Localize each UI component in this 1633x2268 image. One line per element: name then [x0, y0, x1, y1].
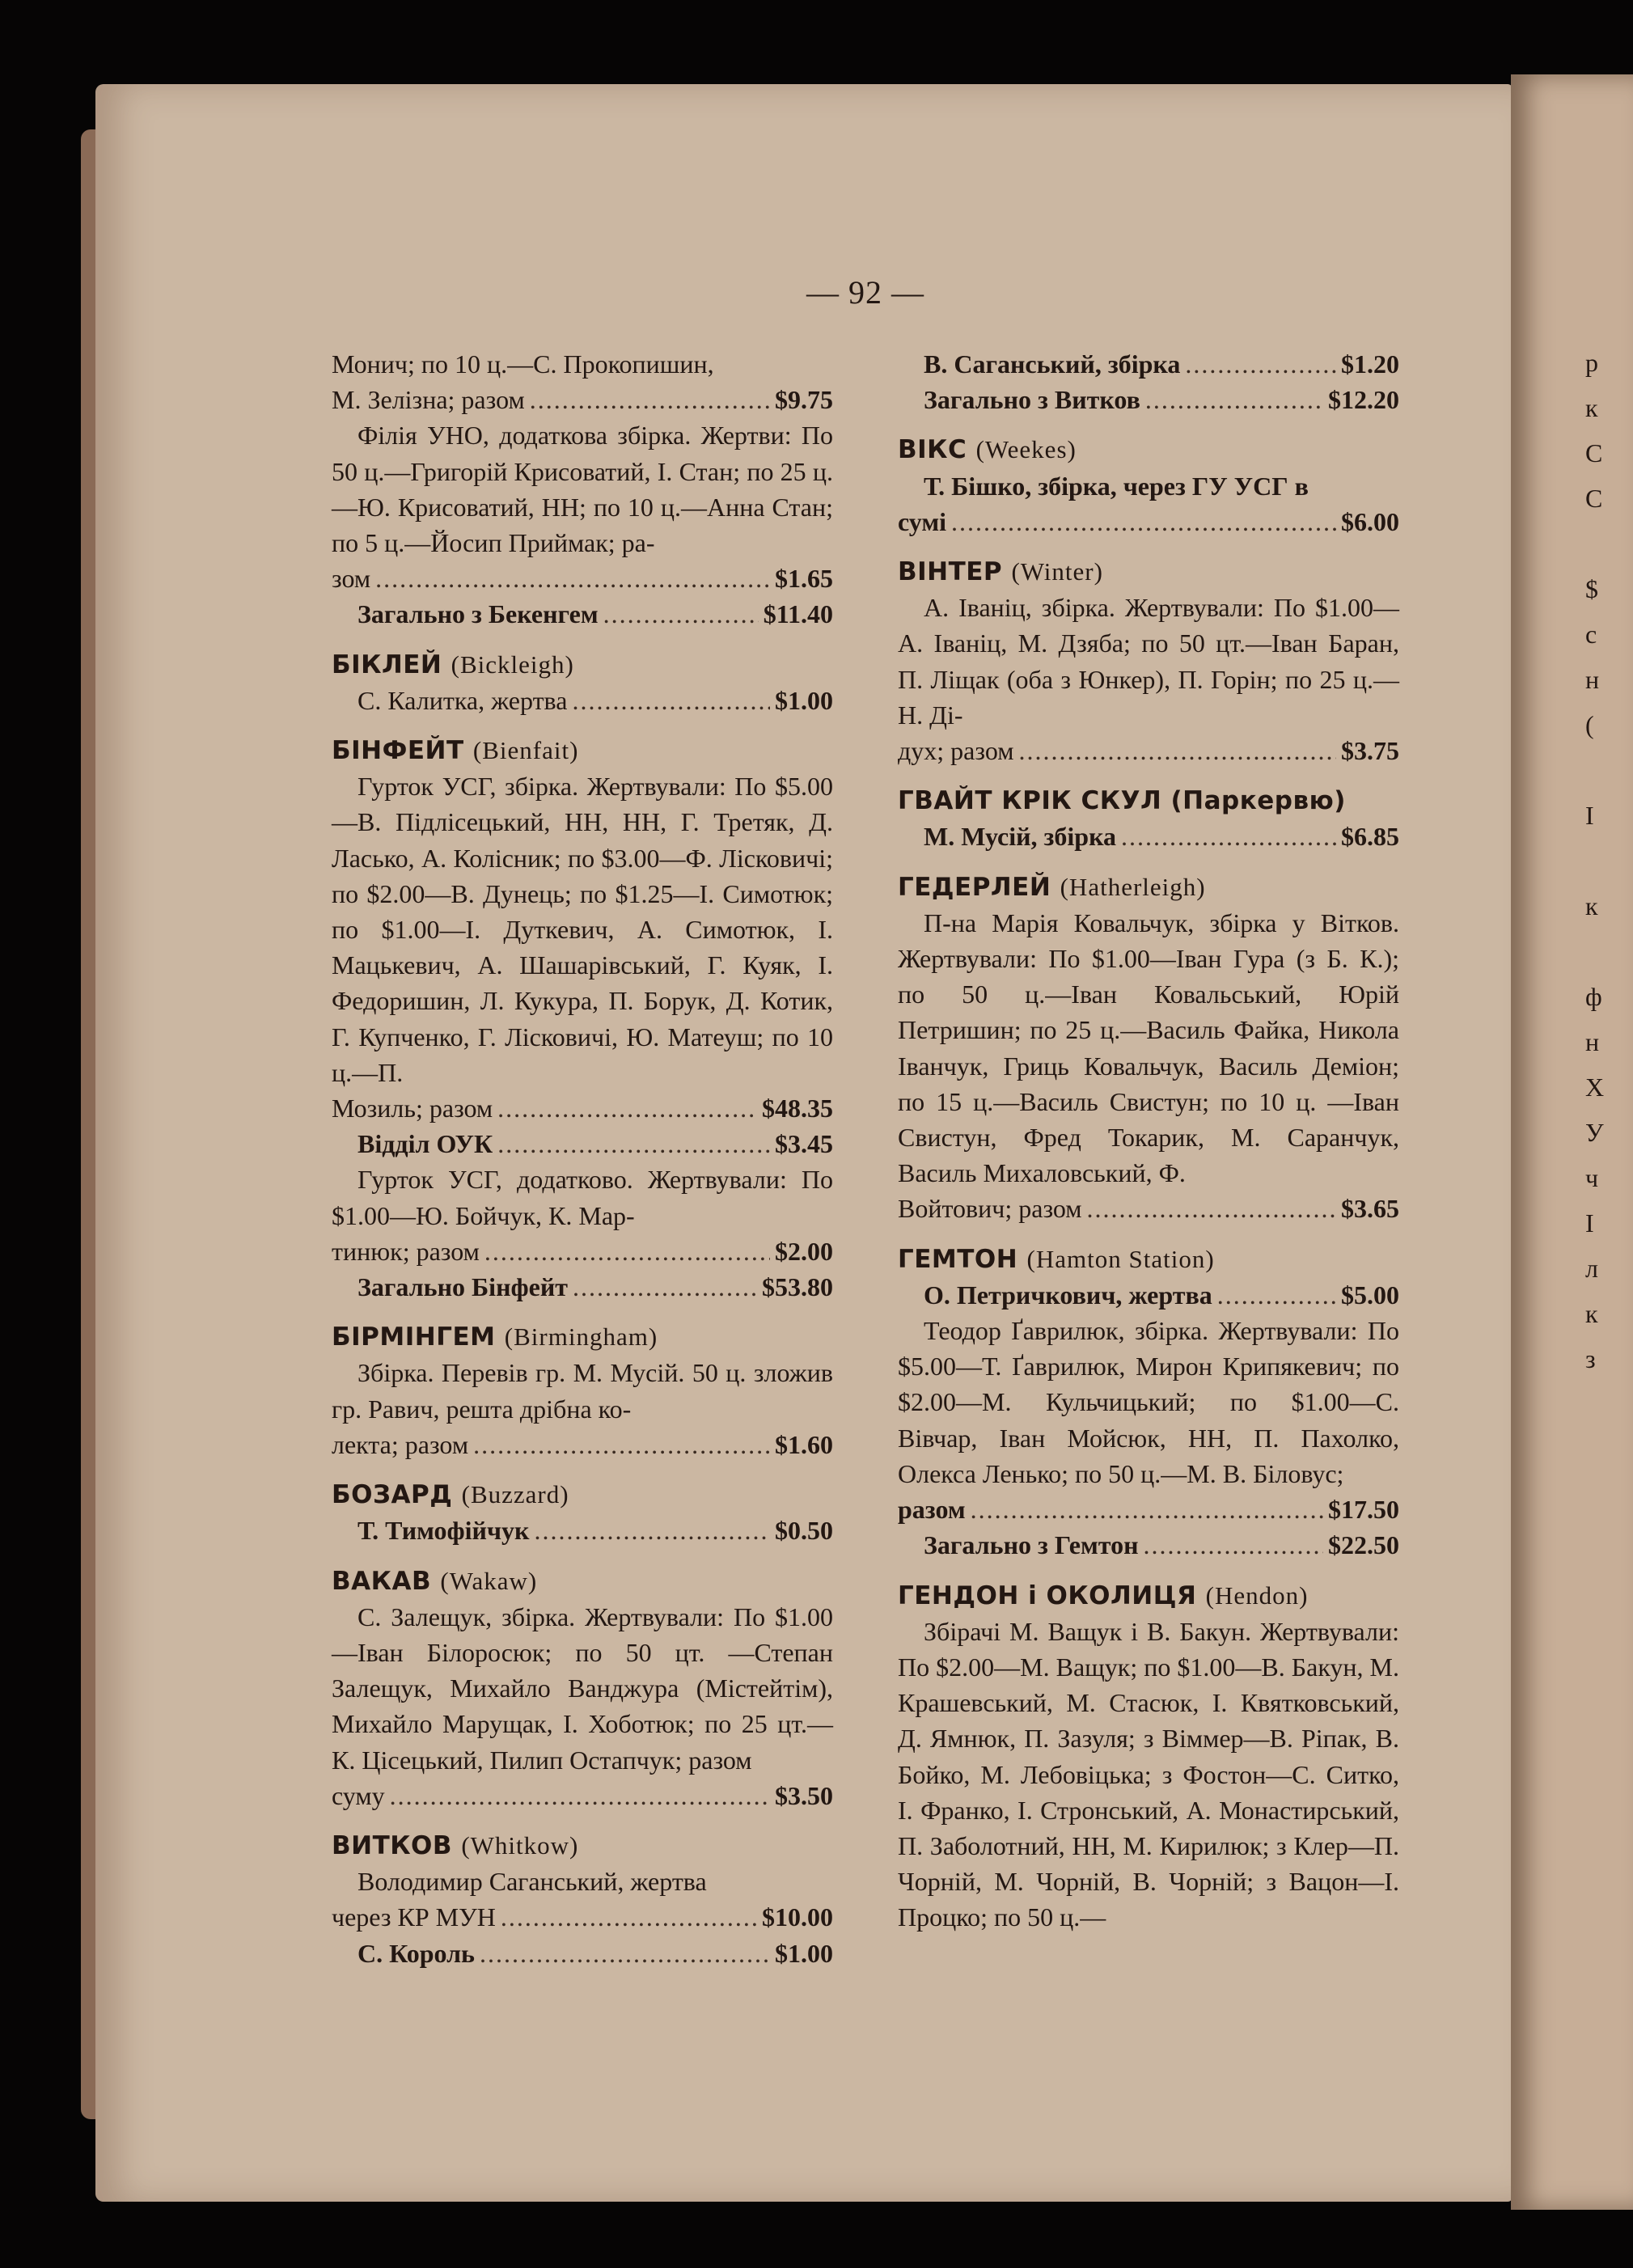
entry-total: зом ..... $1.65 — [332, 561, 833, 596]
right-column — [898, 346, 1399, 1936]
facing-page-fragment — [1585, 521, 1633, 566]
location-heading: ГЕДЕРЛЕЙ (Hatherleigh) — [898, 872, 1206, 902]
location-heading: ГЕНДОН і ОКОЛИЦЯ (Hendon) — [898, 1580, 1309, 1610]
facing-page-fragment: У — [1585, 1118, 1604, 1147]
location-heading: БІКЛЕЙ (Bickleigh) — [332, 650, 574, 679]
entry-text: Т. Бішко, збірка, через ГУ УСГ в — [924, 471, 1309, 501]
facing-page-fragment: к — [1585, 1299, 1598, 1328]
facing-page-fragment — [1585, 929, 1633, 974]
location-total: Загально з Бекенгем ..... $11.40 — [332, 596, 833, 632]
entry-line: М. Мусій, збірка ..... $6.85 — [898, 819, 1399, 854]
location-heading: ВАКАВ (Wakaw) — [332, 1566, 538, 1596]
entry-text: Збірачі М. Ващук і В. Бакун. Жертвували: По $2.00—М. Ващук; по $1.00—В. Бакун, М. Крашевський, М. Стасюк, І. Квятковський, Д. Ямнюк, П. Зазуля; з Віммер—В. Ріпак, В. Бойко, М. Лебовіцька; з Фостон—С. Ситко, І. Франко, І. Стронський, А. Монастирський, П. Заболотний, НН, М. Кирилюк; з Клер—П. Чорній, М. Чорній, В. Чорній; з Вацон—І. Процко; по 50 ц.— — [898, 1616, 1399, 1932]
facing-page-fragment: к — [1585, 393, 1598, 422]
facing-page-fragment: ф — [1585, 982, 1602, 1011]
entry-text: Гурток УСГ, додатково. Жертвували: По $1.00—Ю. Бойчук, К. Мар- — [332, 1165, 833, 1230]
entry-total: Мозиль; разом ..... $48.35 — [332, 1090, 833, 1126]
facing-page-fragment: н — [1585, 665, 1600, 694]
location-total: Загально Бінфейт ..... $53.80 — [332, 1269, 833, 1305]
location-total: Загально з Витков ..... $12.20 — [898, 382, 1399, 417]
entry-line: О. Петричкович, жертва ..... $5.00 — [898, 1277, 1399, 1313]
entry-total: суму ..... $3.50 — [332, 1778, 833, 1813]
entry-text: П-на Марія Ковальчук, збірка у Вітков. Жертвували: По $1.00—Іван Гура (з Б. К.); по 50 ц.—Іван Ковальський, Юрій Петришин; по 25 ц.—Василь Файка, Никола Іванчук, Гриць Ковальчук, Василь Деміон; по 15 ц.—Василь Свистун; по 10 ц. —Іван Свистун, Фред Токарик, М. Саранчук, Василь Михаловський, Ф. — [898, 908, 1399, 1188]
facing-page-fragment: С — [1585, 438, 1603, 468]
entry-total: М. Зелізна; разом ..... $9.75 — [332, 382, 833, 417]
facing-page-fragment: $ — [1585, 574, 1598, 603]
entry-total: дух; разом ..... $3.75 — [898, 733, 1399, 768]
location-heading: ВІКС (Weekes) — [898, 435, 1077, 465]
entry-text: А. Іваніц, збірка. Жертвували: По $1.00—А. Іваніц, М. Дзяба; по 50 цт.—Іван Баран, П. Ліщак (оба з Юнкер), П. Горін; по 25 ц.—Н. Ді- — [898, 593, 1399, 730]
location-heading: ГВАЙТ КРІК СКУЛ (Паркервю) — [898, 786, 1346, 816]
location-heading: ГЕМТОН (Hamton Station) — [898, 1244, 1215, 1274]
entry-line: Т. Тимофійчук ..... $0.50 — [332, 1513, 833, 1548]
location-heading: БІРМІНГЕМ (Birmingham) — [332, 1322, 658, 1352]
facing-page-fragment: л — [1585, 1254, 1598, 1283]
entry-text: Гурток УСГ, збірка. Жертвували: По $5.00—В. Підлісецький, НН, НН, Г. Третяк, Д. Ласько, А. Колісник; по $3.00—Ф. Лісковичі; по $2.00—В. Дунець; по $1.25—І. Симотюк; по $1.00—І. Дуткевич, А. Симотюк, І. Мацькевич, А. Шашарівський, Г. Куяк, І. Федоришин, Л. Кукура, П. Борук, Д. Котик, Г. Купченко, Г. Лісковичі, Ю. Матеуш; по 10 ц.—П. — [332, 772, 833, 1087]
facing-page-fragment: з — [1585, 1344, 1596, 1373]
facing-page-fragment: ( — [1585, 710, 1594, 739]
entry-total: сумі ..... $6.00 — [898, 504, 1399, 539]
facing-page-fragment: I — [1585, 1208, 1594, 1238]
facing-page-fragment — [1585, 747, 1633, 793]
facing-page-fragment: с — [1585, 620, 1597, 649]
entry-line: В. Саганський, збірка ..... $1.20 — [898, 346, 1399, 382]
location-heading: БІНФЕЙТ (Bienfait) — [332, 736, 579, 766]
facing-page-text — [1585, 340, 1633, 1382]
text-line: Монич; по 10 ц.—С. Прокопишин, — [332, 349, 714, 379]
location-heading: ВИТКОВ (Whitkow) — [332, 1830, 579, 1860]
left-column — [332, 346, 833, 1971]
entry-text: С. Залещук, збірка. Жертвували: По $1.00—Іван Білоросюк; по 50 цт. —Степан Залещук, Михайло Ванджура (Містейтім), Михайло Марущак, І. Хоботюк; по 25 цт.—К. Цісецький, Пилип Остапчук; разом — [332, 1602, 833, 1775]
facing-page-fragment — [1585, 838, 1633, 883]
entry-line: Відділ ОУК ..... $3.45 — [332, 1126, 833, 1162]
facing-page-fragment: к — [1585, 891, 1598, 920]
page-number: — 92 — — [806, 274, 924, 311]
entry-total: Войтович; разом ..... $3.65 — [898, 1191, 1399, 1226]
facing-page-fragment: Х — [1585, 1073, 1605, 1102]
entry-text: Філія УНО, додаткова збірка. Жертви: По 50 ц.—Григорій Крисоватий, І. Стан; по 25 ц.—Ю. Крисоватий, НН; по 10 ц.—Анна Стан; по 5 ц.—Йосип Приймак; ра- — [332, 421, 833, 558]
entry-line: С. Король ..... $1.00 — [332, 1936, 833, 1971]
entry-text: Володимир Саганський, жертва — [357, 1867, 707, 1897]
location-heading: ВІНТЕР (Winter) — [898, 557, 1103, 587]
facing-page-fragment: р — [1585, 348, 1598, 377]
facing-page-fragment: I — [1585, 801, 1594, 830]
entry-line: С. Калитка, жертва ..... $1.00 — [332, 683, 833, 718]
facing-page-fragment: ч — [1585, 1163, 1599, 1192]
location-total: Загально з Гемтон ..... $22.50 — [898, 1527, 1399, 1563]
location-heading: БОЗАРД (Buzzard) — [332, 1480, 569, 1510]
facing-page-fragment: С — [1585, 484, 1603, 513]
entry-text: Теодор Ґаврилюк, збірка. Жертвували: По $5.00—Т. Ґаврилюк, Мирон Крипякевич; по $2.00—М. Кульчицький; по $1.00—С. Вівчар, Іван Мойсюк, НН, П. Пахолко, Олекса Ленько; по 50 ц.—М. В. Біловус; — [898, 1316, 1399, 1488]
entry-total: лекта; разом ..... $1.60 — [332, 1427, 833, 1462]
entry-total: тинюк; разом ..... $2.00 — [332, 1233, 833, 1269]
entry-total: разом ..... $17.50 — [898, 1492, 1399, 1527]
entry-text: Збірка. Перевів гр. М. Мусій. 50 ц. зложив гр. Равич, решта дрібна ко- — [332, 1358, 833, 1424]
entry-line: через КР МУН ..... $10.00 — [332, 1899, 833, 1935]
facing-page-fragment: н — [1585, 1027, 1600, 1056]
